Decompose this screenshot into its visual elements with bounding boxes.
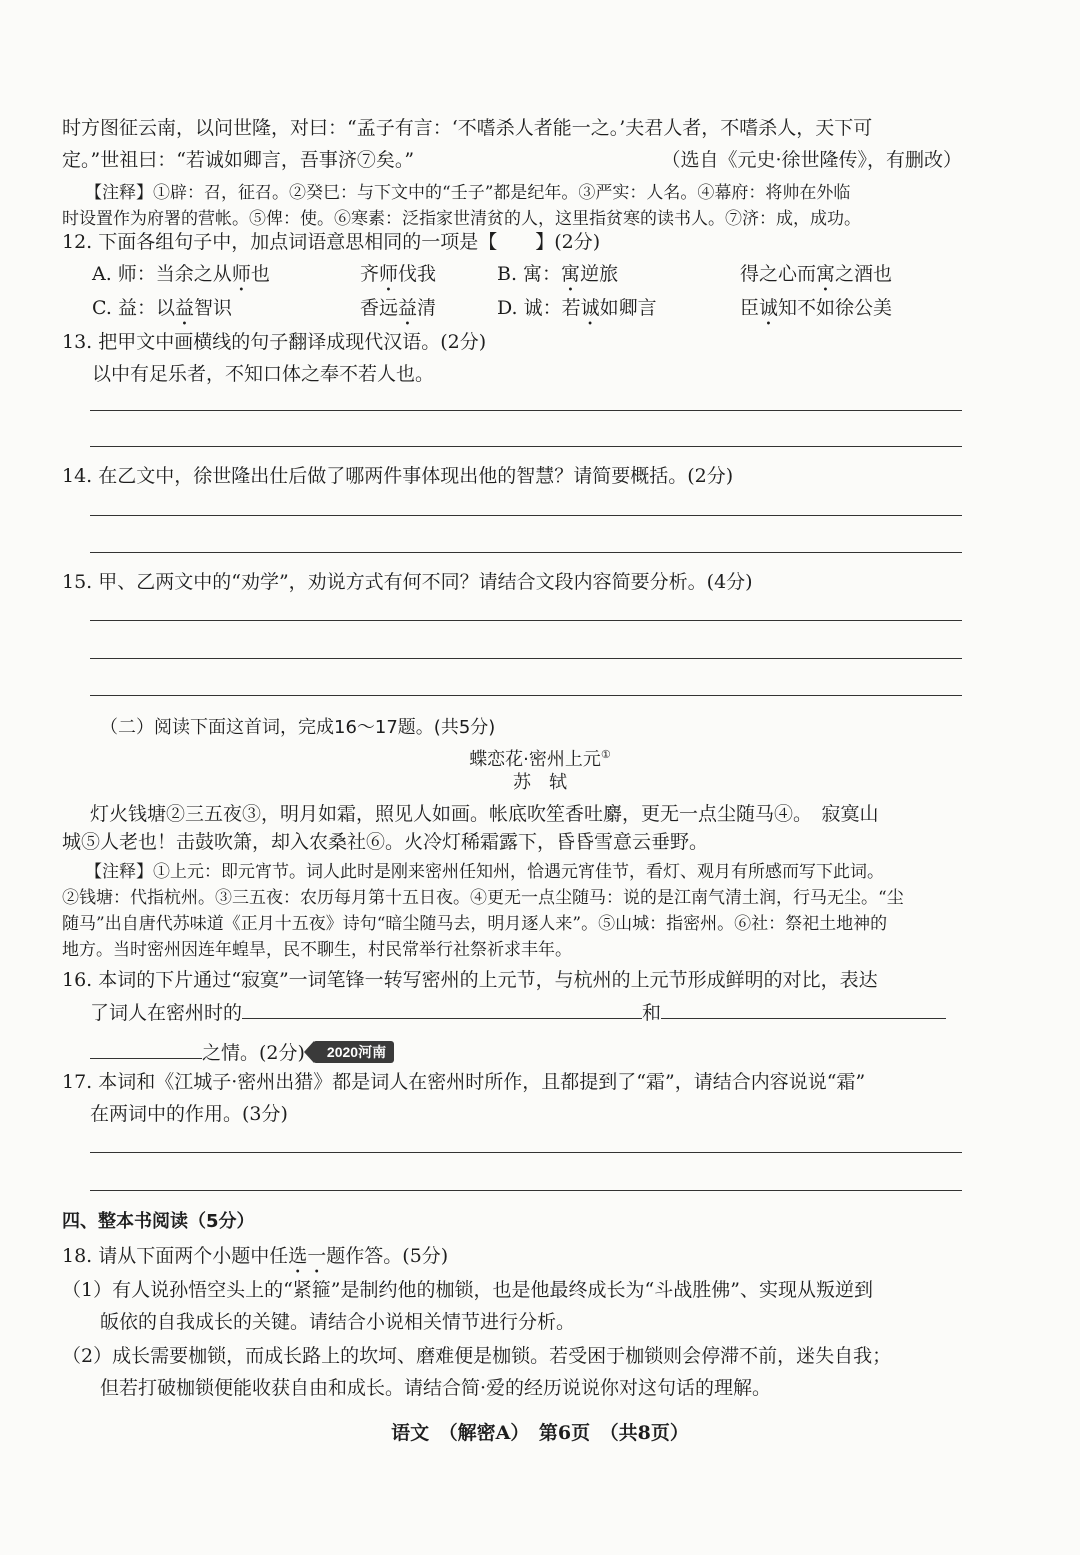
- q12-option-b: B. 寓：寓逆旅: [497, 263, 619, 285]
- passage-source: （选自《元史·徐世隆传》，有删改）: [661, 149, 962, 171]
- poem-note: ②钱塘：代指杭州。③三五夜：农历每月第十五日夜。④更无一点尘随马：说的是江南气清土润，行马无尘。“尘: [62, 888, 904, 908]
- passage-line: 时方图征云南，以问世隆，对曰：“孟子有言：‘不嗜杀人者能一之。’夫君人者，不嗜杀人，天下可: [62, 117, 873, 139]
- poem-note: 地方。当时密州因连年蝗旱，民不聊生，村民常举行社祭祈求丰年。: [62, 940, 572, 960]
- question-18-part-2: （2）成长需要枷锁，而成长路上的坎坷、磨难便是枷锁。若受困于枷锁则会停滞不前，迷失自我；: [62, 1345, 892, 1367]
- poem-note: 随马”出自唐代苏味道《正月十五夜》诗句“暗尘随马去，明月逐人来”。⑤山城：指密州。⑥社：祭祀土地神的: [62, 914, 888, 934]
- poem-line: 城⑤人老也！击鼓吹箫，却入农桑社⑥。火冷灯稀霜露下，昏昏雪意云垂野。: [62, 831, 709, 853]
- q12-option-d: D. 诚：若诚如卿言: [497, 297, 657, 319]
- question-16-line: 16. 本词的下片通过“寂寞”一词笔锋一转写密州的上元节，与杭州的上元节形成鲜明的对比，表达: [62, 969, 878, 991]
- answer-line[interactable]: [90, 695, 962, 696]
- poem-author: 苏 轼: [513, 772, 567, 793]
- answer-line[interactable]: [90, 658, 962, 659]
- question-18-part-1: 皈依的自我成长的关键。请结合小说相关情节进行分析。: [100, 1311, 576, 1333]
- answer-line[interactable]: [90, 552, 962, 553]
- page-footer: 语文 （解密A） 第6页 （共8页）: [391, 1422, 689, 1444]
- section-4-heading: 四、整本书阅读（5分）: [62, 1211, 255, 1232]
- poem-note: 【注释】①上元：即元宵节。词人此时是刚来密州任知州，恰遇元宵佳节，看灯、观月有所感而写下此词。: [85, 862, 884, 882]
- fill-blank[interactable]: [242, 996, 642, 1019]
- question-17-line: 17. 本词和《江城子·密州出猎》都是词人在密州时所作，且都提到了“霜”，请结合内容说说“霜”: [62, 1071, 866, 1093]
- passage-text: 定。”世祖曰：“若诚如卿言，吾事济⑦矣。”: [62, 149, 415, 171]
- question-12-stem: 12. 下面各组句子中，加点词语意思相同的一项是【 】(2分): [62, 231, 601, 253]
- answer-line[interactable]: [90, 1152, 962, 1153]
- question-13-sentence: 以中有足乐者，不知口体之奉不若人也。: [92, 363, 435, 385]
- q12-option-c2: 香远益清: [360, 297, 437, 319]
- passage-line: [62, 144, 962, 176]
- fill-blank[interactable]: [661, 996, 946, 1019]
- question-18-part-1: （1）有人说孙悟空头上的“紧箍”是制约他的枷锁，也是他最终成长为“斗战胜佛”、实现从叛逆到: [62, 1279, 873, 1301]
- question-16-line: 之情。(2分) 2020河南: [90, 1036, 962, 1069]
- poem-line: 灯火钱塘②三五夜③，明月如霜，照见人如画。帐底吹笙香吐麝，更无一点尘随马④。 寂寞山: [90, 803, 879, 825]
- question-13-stem: 13. 把甲文中画横线的句子翻译成现代汉语。(2分): [62, 331, 487, 353]
- fill-blank[interactable]: [90, 1036, 202, 1059]
- region-tag: 2020河南: [313, 1041, 394, 1063]
- answer-line[interactable]: [90, 515, 962, 516]
- q12-option-c: C. 益：以益智识: [92, 297, 232, 319]
- notes-line: 时设置作为府署的营帐。⑤俾：使。⑥寒素：泛指家世清贫的人，这里指贫寒的读书人。⑦济：成，成功。: [62, 209, 861, 229]
- question-18-stem: 18. 请从下面两个小题中任选一题作答。(5分): [62, 1245, 449, 1267]
- poem-title: 蝶恋花·密州上元①: [469, 748, 611, 770]
- question-17-line: 在两词中的作用。(3分): [90, 1103, 288, 1125]
- q12-option-a2: 齐师伐我: [360, 263, 437, 285]
- answer-line[interactable]: [90, 446, 962, 447]
- q12-option-a: A. 师：当余之从师也: [92, 263, 270, 285]
- answer-line[interactable]: [90, 1190, 962, 1191]
- question-16-line: 了词人在密州时的 和: [90, 996, 962, 1029]
- q12-option-b2: 得之心而寓之酒也: [740, 263, 893, 285]
- notes-line: 【注释】①辟：召，征召。②癸巳：与下文中的“壬子”都是纪年。③严实：人名。④幕府：将帅在外临: [85, 183, 851, 203]
- question-18-part-2: 但若打破枷锁便能收获自由和成长。请结合简·爱的经历说说你对这句话的理解。: [100, 1377, 772, 1399]
- q12-option-d2: 臣诚知不如徐公美: [740, 297, 893, 319]
- section-2-heading: （二）阅读下面这首词，完成16～17题。(共5分): [100, 717, 496, 738]
- question-15-stem: 15. 甲、乙两文中的“劝学”，劝说方式有何不同？请结合文段内容简要分析。(4分): [62, 571, 753, 593]
- answer-line[interactable]: [90, 410, 962, 411]
- question-14-stem: 14. 在乙文中，徐世隆出仕后做了哪两件事体现出他的智慧？请简要概括。(2分): [62, 465, 734, 487]
- answer-line[interactable]: [90, 620, 962, 621]
